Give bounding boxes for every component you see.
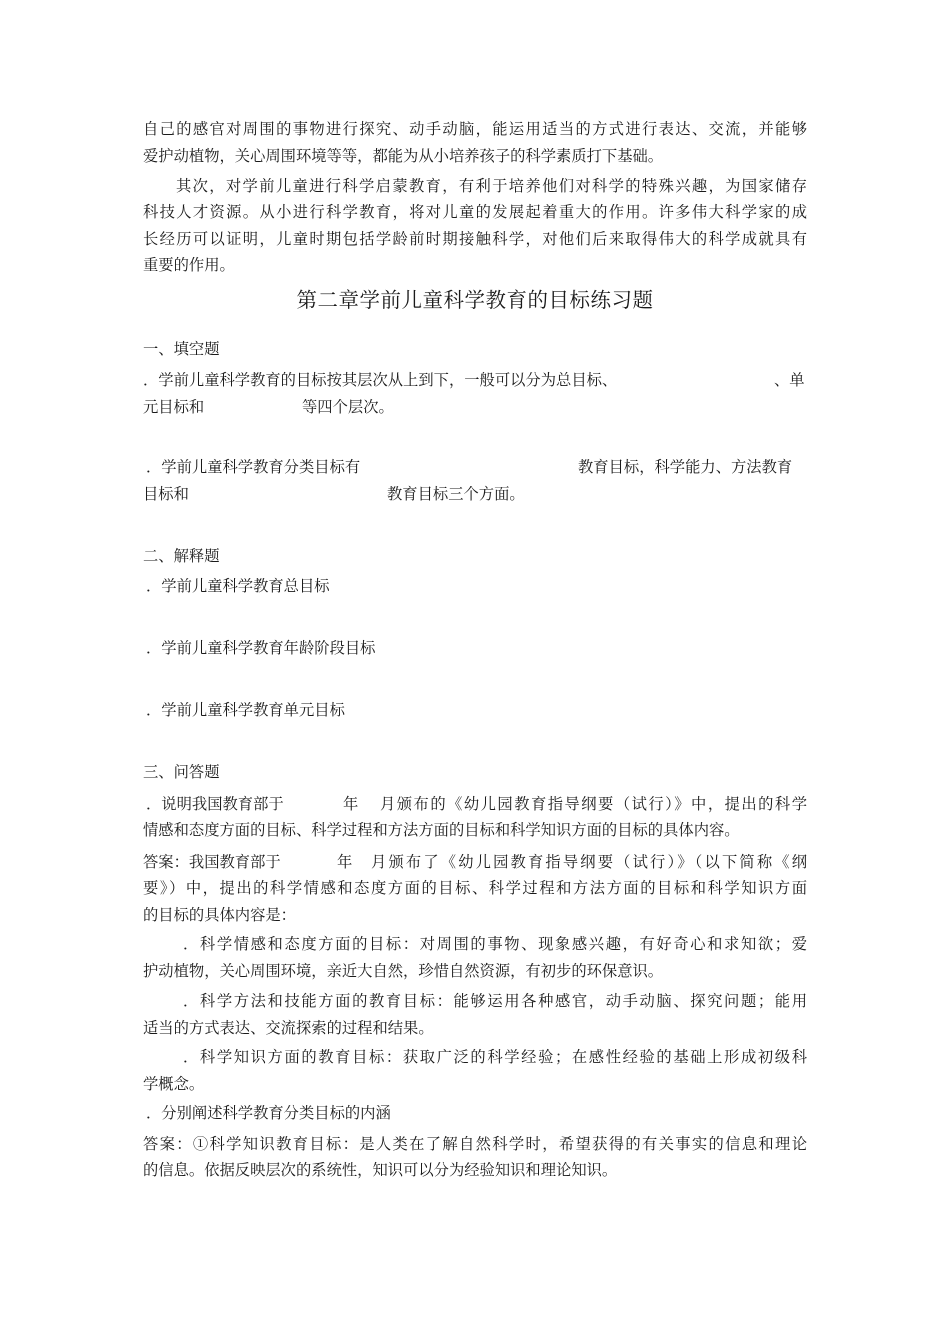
intro-p1-line1: 自己的感官对周围的事物进行探究、动手动脑，能运用适当的方式进行表达、交流，并能够 [143,120,807,138]
fill-question-1-part-a: ．学前儿童科学教育的目标按其层次从上到下，一般可以分为总目标、 [143,371,618,389]
intro-p2-line4: 重要的作用。 [143,256,235,274]
intro-p2-line1: 其次，对学前儿童进行科学启蒙教育，有利于培养他们对科学的特殊兴趣，为国家储存 [176,177,807,195]
answer-2-line1: 答案：①科学知识教育目标：是人类在了解自然科学时，希望获得的有关事实的信息和理论 [143,1135,807,1153]
answer-1-part-c: 月颁布了《幼儿园教育指导纲要（试行）》（以下简称《纲 [371,853,807,871]
answer-1-line2: 要》）中，提出的科学情感和态度方面的目标、科学过程和方法方面的目标和科学知识方面 [143,879,807,897]
explain-question-2: ．学前儿童科学教育年龄阶段目标 [146,639,376,657]
qa-question-2: ．分别阐述科学教育分类目标的内涵 [146,1104,391,1122]
section-heading-qa: 三、问答题 [143,763,220,781]
qa-question-1-part-c: 月颁布的《幼儿园教育指导纲要（试行）》中，提出的科学 [380,795,807,813]
section-heading-explain: 二、解释题 [143,547,220,565]
chapter-title: 第二章学前儿童科学教育的目标练习题 [296,288,654,312]
answer-1-point-2-line2: 适当的方式表达、交流探索的过程和结果。 [143,1019,434,1037]
fill-question-2-part-b: 教育目标，科学能力、方法教育 [578,458,793,476]
answer-1-point-3-line1: ．科学知识方面的教育目标：获取广泛的科学经验；在感性经验的基础上形成初级科 [183,1048,807,1066]
answer-1-line3: 的目标的具体内容是： [143,906,296,924]
qa-question-1-line2: 情感和态度方面的目标、科学过程和方法方面的目标和科学知识方面的目标的具体内容。 [143,821,740,839]
answer-1-point-2-line1: ．科学方法和技能方面的教育目标：能够运用各种感官，动手动脑、探究问题；能用 [183,992,807,1010]
fill-question-1-part-b: 、单 [774,371,805,389]
fill-question-1-part-d: 等四个层次。 [302,398,394,416]
fill-question-1-line1 [143,370,807,390]
explain-question-1: ．学前儿童科学教育总目标 [146,577,330,595]
fill-question-2-part-c: 目标和 [143,485,189,503]
qa-question-1-part-a: ．说明我国教育部于 [146,795,284,813]
answer-1-year-label: 年 [337,853,353,871]
intro-p1-line2: 爱护动植物，关心周围环境等等，都能为从小培养孩子的科学素质打下基础。 [143,147,664,165]
answer-2-line2: 的信息。依据反映层次的系统性，知识可以分为经验知识和理论知识。 [143,1161,618,1179]
answer-1-part-a: 答案：我国教育部于 [143,853,281,871]
fill-question-2-part-d: 教育目标三个方面。 [387,485,525,503]
qa-question-1-year-label: 年 [343,795,359,813]
intro-p2-line3: 长经历可以证明，儿童时期包括学龄前时期接触科学，对他们后来取得伟大的科学成就具有 [143,230,807,248]
fill-question-1-part-c: 元目标和 [143,398,205,416]
answer-1-point-1-line2: 护动植物，关心周围环境，亲近大自然，珍惜自然资源，有初步的环保意识。 [143,962,664,980]
answer-1-point-1-line1: ．科学情感和态度方面的目标：对周围的事物、现象感兴趣，有好奇心和求知欲；爱 [183,935,807,953]
explain-question-3: ．学前儿童科学教育单元目标 [146,701,345,719]
fill-question-2-part-a: ．学前儿童科学教育分类目标有 [146,458,361,476]
answer-1-point-3-line2: 学概念。 [143,1075,205,1093]
intro-p2-line2: 科技人才资源。从小进行科学教育，将对儿童的发展起着重大的作用。许多伟大科学家的成 [143,203,807,221]
section-heading-fill-in: 一、填空题 [143,340,220,358]
